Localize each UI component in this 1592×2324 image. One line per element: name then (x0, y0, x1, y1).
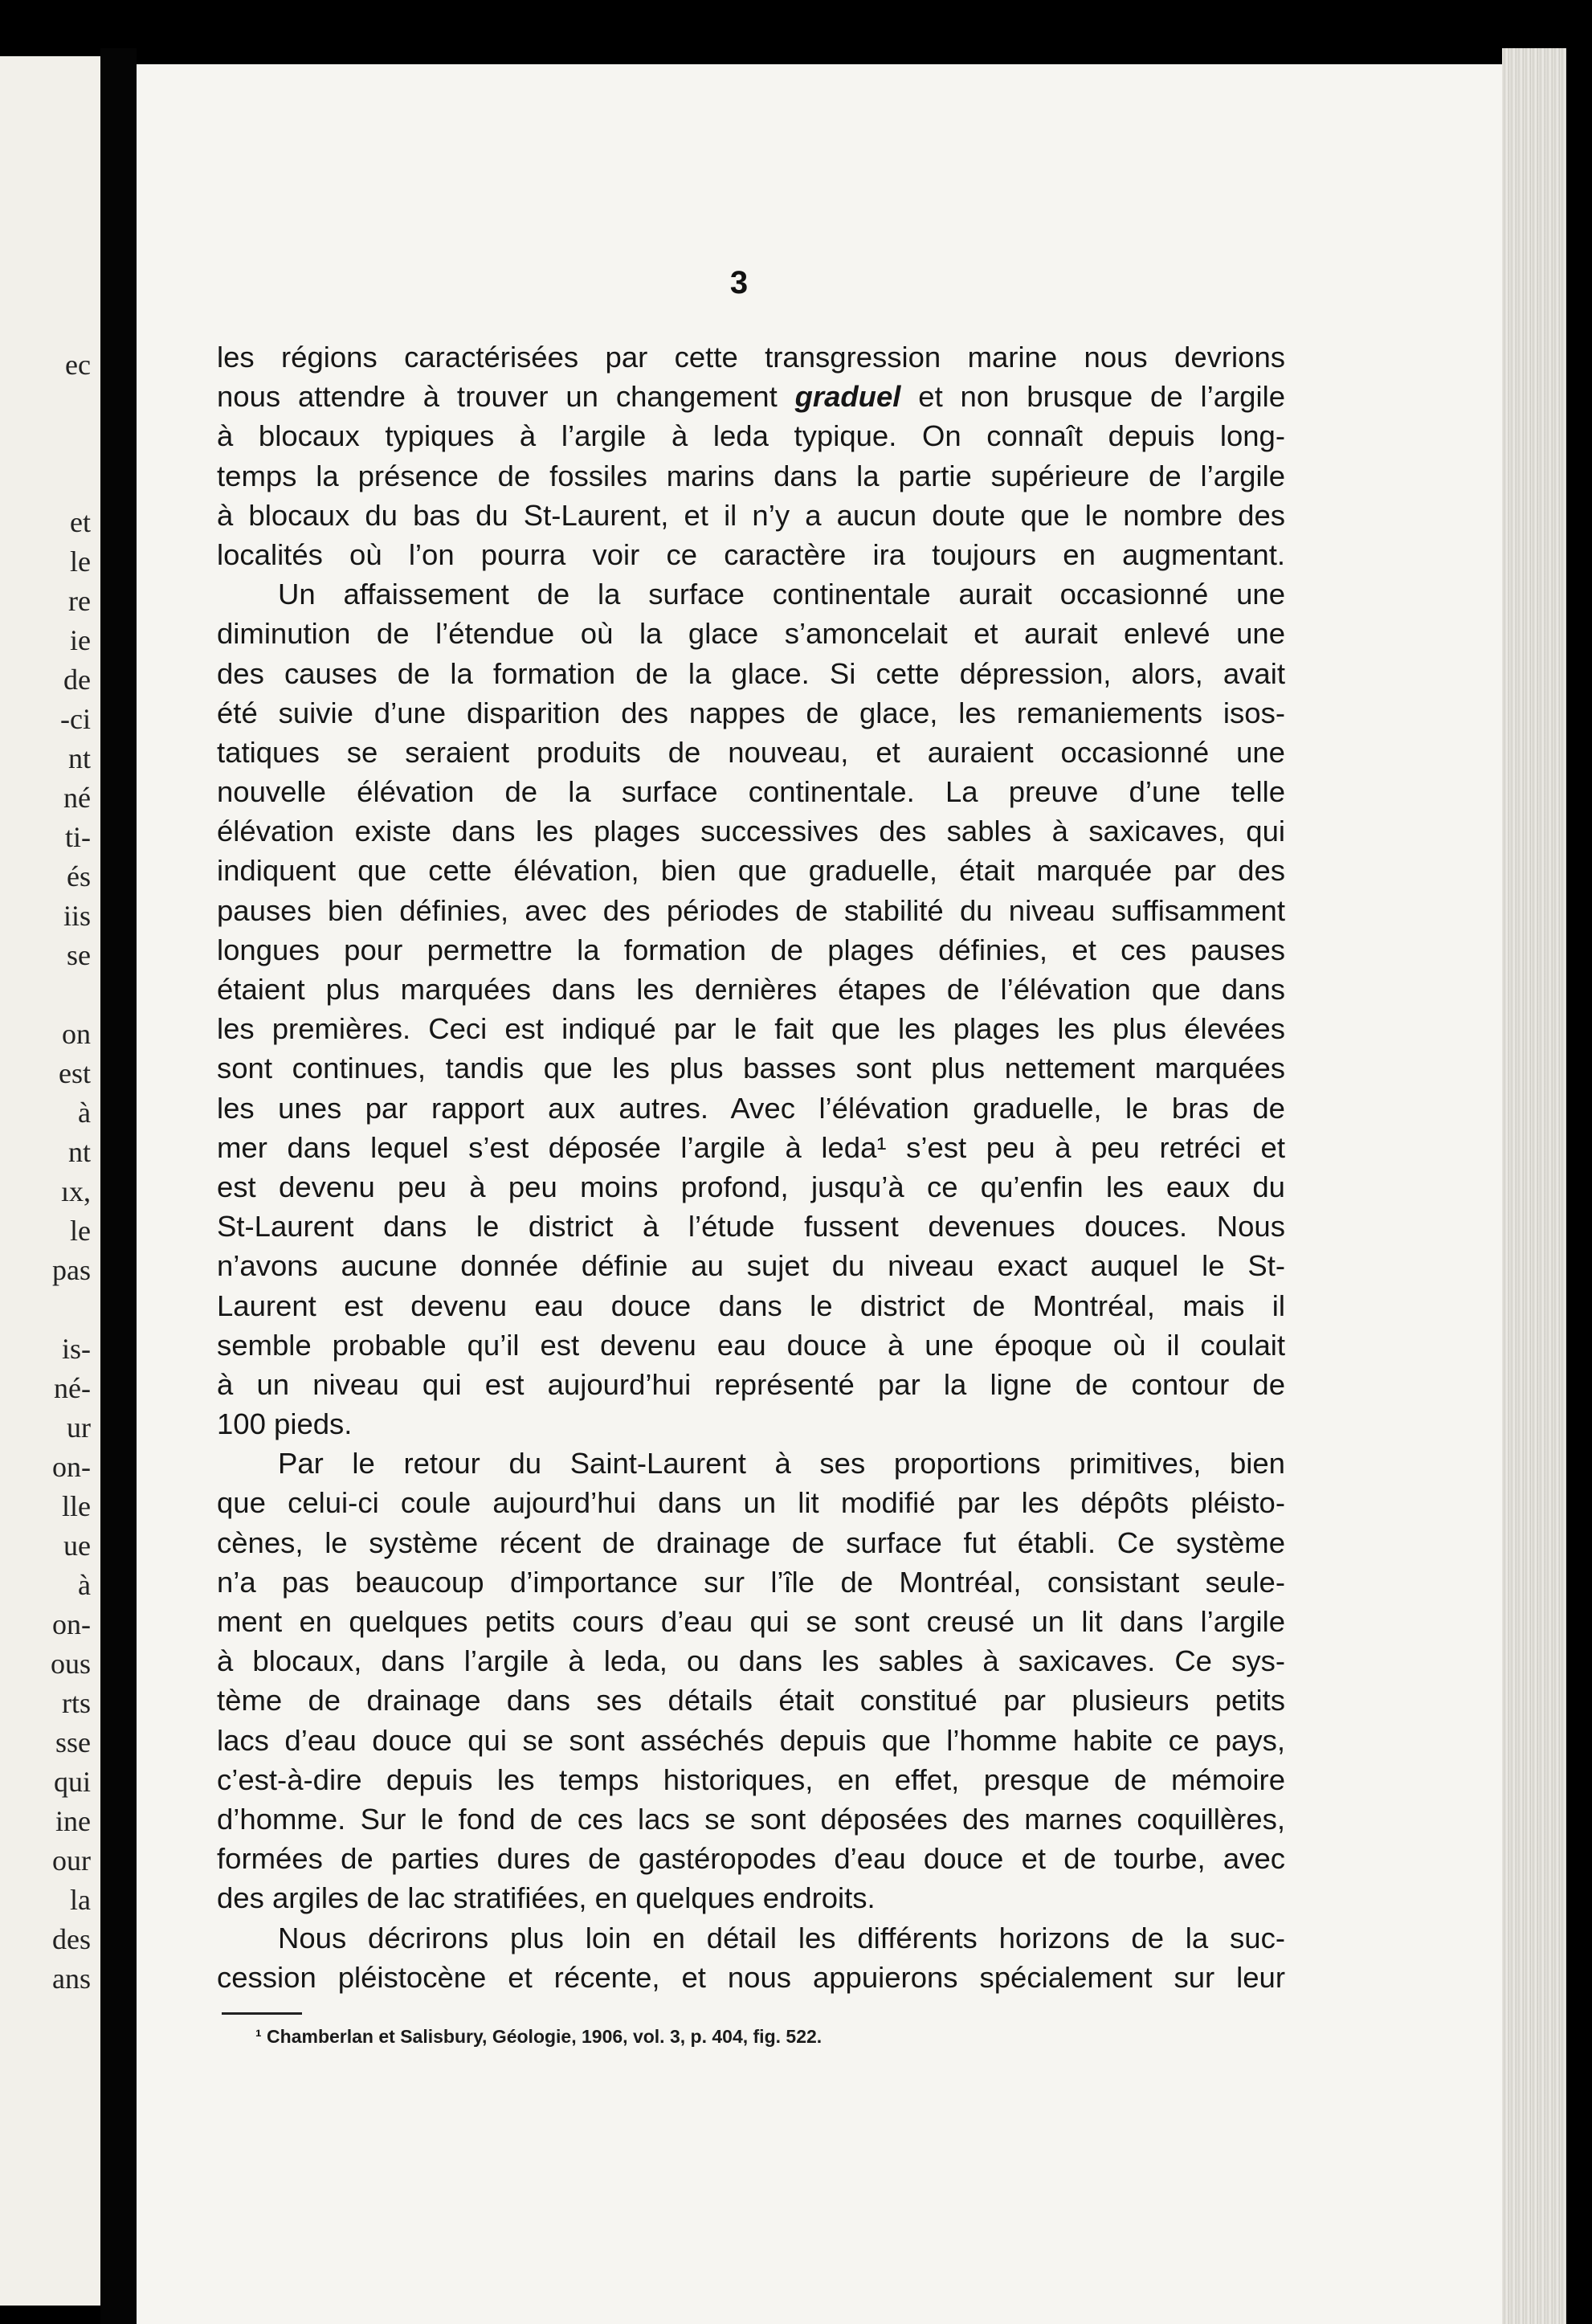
left-fragment: our (52, 1844, 91, 1877)
text-line: 100 pieds. (217, 1407, 353, 1441)
text-line: mer dans lequel s’est déposée l’argile à leda¹ s’est peu à peu retréci et (217, 1130, 1285, 1164)
left-fragment: ue (63, 1530, 91, 1562)
left-fragment (2, 1290, 91, 1329)
footnote: ¹ Chamberlan et Salisbury, Géologie, 1906, vol. 3, p. 404, fig. 522. (255, 2026, 823, 2047)
text-line: les premières. Ceci est indiqué par le fait que les plages les plus élevées (217, 1012, 1285, 1046)
left-fragment: is- (62, 1333, 91, 1365)
left-fragment: qui (53, 1766, 91, 1798)
text-line: à blocaux du bas du St-Laurent, et il n’y a aucun doute que le nombre des (217, 498, 1285, 532)
left-fragment: iis (63, 900, 91, 932)
text-line: que celui-ci coule aujourd’hui dans un lit modifié par les dépôts pléisto- (217, 1486, 1285, 1520)
left-fragment: on- (52, 1451, 91, 1483)
text-line: est devenu peu à peu moins profond, jusqu’à ce qu’enfin les eaux du (217, 1170, 1285, 1203)
text-line: élévation existe dans les plages successives des sables à saxicaves, qui (217, 815, 1285, 848)
text-line: localités où l’on pourra voir ce caractère ira toujours en augmentant. (217, 537, 1285, 571)
left-fragment (2, 464, 91, 503)
left-page (0, 56, 100, 2306)
body-text (217, 337, 1285, 1997)
text-line: St-Laurent dans le district à l’étude fussent devenues douces. Nous (217, 1210, 1285, 1244)
text-line: cession pléistocène et récente, et nous appuierons spécialement sur leur (217, 1960, 1285, 1994)
text-line: semble probable qu’il est devenu eau douce à une époque où il coulait (217, 1328, 1285, 1362)
left-fragment: de (63, 664, 91, 696)
left-fragment: nt (67, 742, 91, 774)
left-fragment: le (70, 545, 91, 578)
left-fragment: és (67, 860, 91, 892)
left-fragment: ine (55, 1805, 91, 1837)
left-fragment: le (70, 1215, 91, 1247)
left-fragment: on (62, 1018, 91, 1050)
left-fragment: né- (54, 1372, 91, 1404)
text-line: nous attendre à trouver un changement graduel et non brusque de l’argile (217, 380, 1285, 414)
text-line: les régions caractérisées par cette transgression marine nous devrions (217, 341, 1285, 374)
text-line: diminution de l’étendue où la glace s’amoncelait et aurait enlevé une (217, 617, 1285, 651)
left-fragment: se (67, 939, 91, 971)
text-line: à blocaux typiques à l’argile à leda typique. On connaît depuis long- (217, 419, 1285, 453)
left-fragment: pas (52, 1254, 91, 1286)
left-fragment: -ci (60, 703, 91, 735)
text-line: cènes, le système récent de drainage de surface fut établi. Ce système (217, 1526, 1285, 1559)
left-fragment: ıx, (60, 1175, 91, 1207)
page-edge (1502, 48, 1566, 2324)
left-fragment: ie (70, 624, 91, 656)
text-line: pauses bien définies, avec des périodes de stabilité du niveau suffisamment (217, 893, 1285, 927)
text-line: lacs d’eau douce qui se sont asséchés depuis que l’homme habite ce pays, (217, 1723, 1285, 1757)
text-line: tème de drainage dans ses détails était constitué par plusieurs petits (217, 1684, 1285, 1717)
left-fragment (2, 424, 91, 464)
text-line: été suivie d’une disparition des nappes de glace, les remaniements isos- (217, 696, 1285, 729)
text-line: sont continues, tandis que les plus basses sont plus nettement marquées (217, 1052, 1285, 1085)
left-fragment (2, 975, 91, 1015)
text-line: c’est-à-dire depuis les temps historiques, en effet, presque de mémoire (217, 1762, 1285, 1796)
left-fragment: nt (67, 1136, 91, 1168)
left-fragment (2, 385, 91, 424)
text-line: d’homme. Sur le fond de ces lacs se sont déposées des marnes coquillères, (217, 1802, 1285, 1836)
left-fragment: ec (65, 349, 91, 381)
text-line: nouvelle élévation de la surface continentale. La preuve d’une telle (217, 775, 1285, 809)
left-fragment: et (70, 506, 91, 538)
text-line: Nous décrirons plus loin en détail les différents horizons de la suc- (278, 1921, 1285, 1954)
text-line: étaient plus marquées dans les dernières étapes de l’élévation que dans (217, 973, 1285, 1006)
text-line: ment en quelques petits cours d’eau qui se sont creusé un lit dans l’argile (217, 1605, 1285, 1638)
left-fragment: ti- (65, 821, 91, 853)
left-fragment: ans (52, 1963, 91, 1995)
left-fragment: est (59, 1057, 91, 1089)
text-line: formées de parties dures de gastéropodes d’eau douce et de tourbe, avec (217, 1842, 1285, 1876)
scan-border (1566, 0, 1592, 2324)
left-fragment: sse (55, 1726, 91, 1758)
left-fragment: rts (62, 1687, 91, 1719)
text-line: n’a pas beaucoup d’importance sur l’île de Montréal, consistant seule- (217, 1565, 1285, 1599)
text-line: temps la présence de fossiles marins dans la partie supérieure de l’argile (217, 459, 1285, 492)
left-fragment: des (52, 1923, 91, 1955)
footnote-rule (222, 2012, 302, 2015)
text-line: des causes de la formation de la glace. Si cette dépression, alors, avait (217, 656, 1285, 690)
left-fragment: la (70, 1884, 91, 1916)
text-line: à blocaux, dans l’argile à leda, ou dans les sables à saxicaves. Ce sys- (217, 1644, 1285, 1678)
book-gutter (100, 48, 137, 2324)
text-line: Par le retour du Saint-Laurent à ses proportions primitives, bien (278, 1447, 1285, 1481)
left-page-text-fragments (2, 345, 91, 1999)
text-line: tatiques se seraient produits de nouveau, et auraient occasionné une (217, 735, 1285, 769)
left-fragment: ous (50, 1648, 91, 1680)
text-line: à un niveau qui est aujourd’hui représenté par la ligne de contour de (217, 1367, 1285, 1401)
left-fragment: à (78, 1569, 91, 1601)
page-number: 3 (729, 265, 749, 300)
text-line: des argiles de lac stratifiées, en quelques endroits. (217, 1881, 876, 1915)
text-line: indiquent que cette élévation, bien que graduelle, était marquée par des (217, 854, 1285, 888)
left-fragment: ur (67, 1411, 91, 1444)
left-fragment: on- (52, 1608, 91, 1640)
text-line: Laurent est devenu eau douce dans le district de Montréal, mais il (217, 1289, 1285, 1322)
text-line: Un affaissement de la surface continentale aurait occasionné une (278, 578, 1285, 611)
text-line: n’avons aucune donnée définie au sujet du niveau exact auquel le St- (217, 1249, 1285, 1283)
left-fragment: lle (62, 1490, 91, 1522)
left-fragment: à (78, 1097, 91, 1129)
left-fragment: re (68, 585, 91, 617)
left-fragment: né (63, 782, 91, 814)
text-line: longues pour permettre la formation de plages définies, et ces pauses (217, 933, 1285, 966)
text-line: les unes par rapport aux autres. Avec l’élévation graduelle, le bras de (217, 1091, 1285, 1125)
